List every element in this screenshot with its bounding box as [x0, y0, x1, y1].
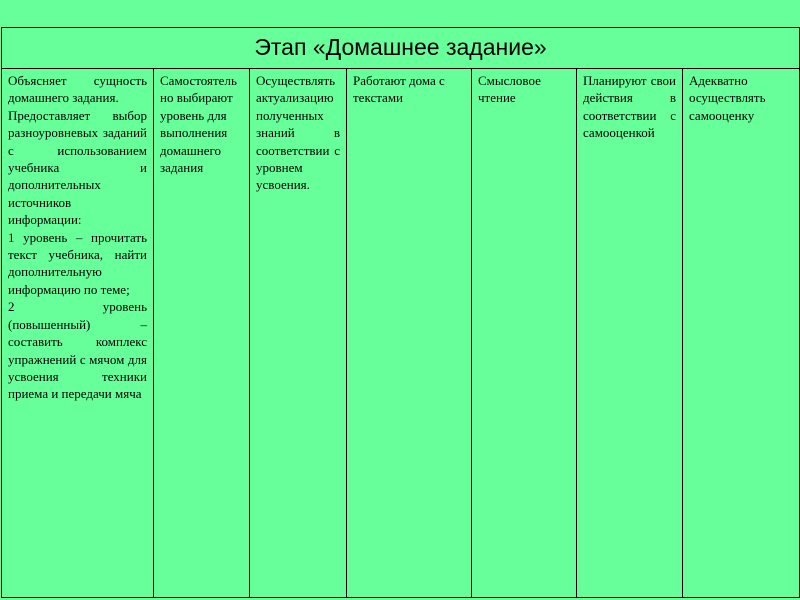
self-assessment-cell	[683, 69, 800, 598]
stage-table	[1, 27, 800, 598]
teacher-activity-text: Объясняет сущность домашнего задания. Предоставляет выбор разноуровневых заданий с использованием учебника и дополнительных источников информации: 1 уровень – прочитать текст учебника, найти дополнительную информацию по теме; 2 уровень (повышенный) – составить комплекс упражнений с мячом для усвоения техники приема и передачи мяча	[8, 73, 147, 402]
title-row	[2, 28, 800, 69]
student-activity-text: Самостоятельно выбирают уровень для выполнения домашнего задания	[160, 73, 237, 176]
semantic-reading-text: Смысловое чтение	[478, 73, 541, 106]
stage-title: Этап «Домашнее задание»	[2, 28, 800, 69]
knowledge-actualization-text: Осуществлять актуализацию полученных знаний в соответствии с уровнем усвоения.	[256, 73, 340, 193]
home-work-cell	[347, 69, 472, 598]
home-work-text: Работают дома с текстами	[353, 73, 445, 106]
planning-text: Планируют свои действия в соответствии с самооценкой	[583, 73, 676, 141]
semantic-reading-cell	[472, 69, 577, 598]
knowledge-actualization-cell	[250, 69, 347, 598]
student-activity-cell	[154, 69, 250, 598]
content-row	[2, 69, 800, 598]
planning-cell	[577, 69, 683, 598]
teacher-activity-cell	[2, 69, 154, 598]
self-assessment-text: Адекватно осуществлять самооценку	[689, 73, 766, 123]
